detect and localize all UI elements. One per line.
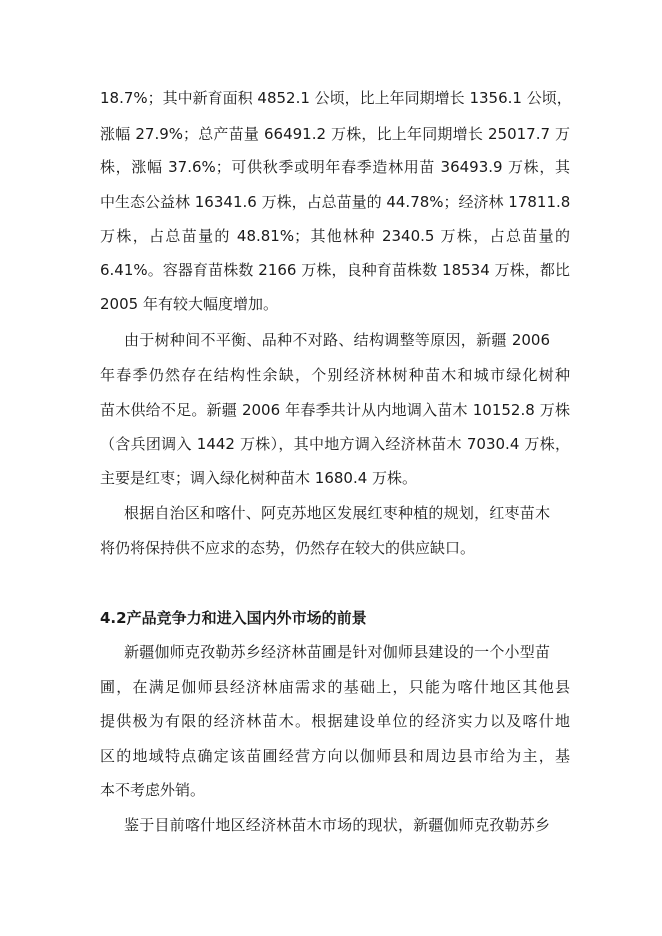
text-line: 鉴于目前喀什地区经济林苗木市场的现状，新疆伽师克孜勒苏乡 (124, 816, 550, 834)
text-line: 涨幅 27.9%；总产苗量 66491.2 万株，比上年同期增长 25017.7 万 (100, 125, 570, 143)
text-line: 提供极为有限的经济林苗木。根据建设单位的经济实力以及喀什地 (100, 712, 570, 730)
section-heading: 4.2产品竞争力和进入国内外市场的前景 (100, 609, 367, 627)
text-line: 2005 年有较大幅度增加。 (100, 295, 278, 313)
text-line: 6.41%。容器育苗株数 2166 万株，良种育苗株数 18534 万株，都比 (100, 261, 570, 279)
text-line: 新疆伽师克孜勒苏乡经济林苗圃是针对伽师县建设的一个小型苗 (124, 643, 550, 661)
text-line: 中生态公益林 16341.6 万株，占总苗量的 44.78%；经济林 17811.8 (100, 193, 571, 211)
text-line: 将仍将保持供不应求的态势，仍然存在较大的供应缺口。 (100, 539, 476, 557)
text-line: 本不考虑外销。 (100, 781, 206, 799)
text-line: 主要是红枣；调入绿化树种苗木 1680.4 万株。 (100, 469, 418, 487)
text-line: （含兵团调入 1442 万株），其中地方调入经济林苗木 7030.4 万株， (100, 435, 570, 453)
text-line: 圃，在满足伽师县经济林庙需求的基础上，只能为喀什地区其他县 (100, 678, 570, 696)
text-line: 根据自治区和喀什、阿克苏地区发展红枣种植的规划，红枣苗木 (124, 504, 550, 522)
text-line: 18.7%；其中新育面积 4852.1 公顷，比上年同期增长 1356.1 公顷， (100, 89, 572, 107)
text-line: 年春季仍然存在结构性余缺，个别经济林树种苗木和城市绿化树种 (100, 366, 570, 384)
text-line: 株，涨幅 37.6%；可供秋季或明年春季造林用苗 36493.9 万株，其 (100, 158, 570, 176)
text-line: 区的地域特点确定该苗圃经营方向以伽师县和周边县市给为主，基 (100, 747, 570, 765)
text-line: 万株，占总苗量的 48.81%；其他林种 2340.5 万株，占总苗量的 (100, 227, 570, 245)
text-line: 由于树种间不平衡、品种不对路、结构调整等原因，新疆 2006 (124, 331, 550, 349)
text-line: 苗木供给不足。新疆 2006 年春季共计从内地调入苗木 10152.8 万株 (100, 401, 570, 419)
